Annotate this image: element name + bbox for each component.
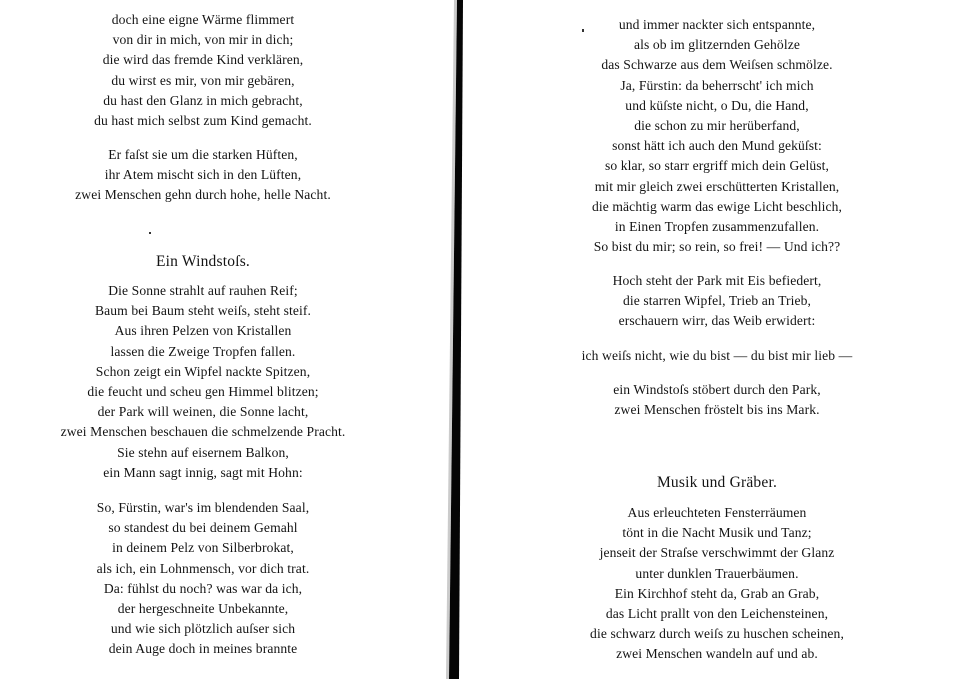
verse-line: zwei Menschen gehn durch hohe, helle Nacht. bbox=[75, 187, 331, 203]
stanza-right-1 bbox=[517, 15, 917, 257]
verse-line: zwei Menschen wandeln auf und ab. bbox=[616, 646, 818, 662]
right-page bbox=[462, 0, 960, 679]
verse-line: das Schwarze aus dem Weiſsen schmölze. bbox=[601, 57, 833, 73]
verse-line: Schon zeigt ein Wipfel nackte Spitzen, bbox=[95, 363, 311, 379]
verse-line: Baum bei Baum steht weiſs, steht steif. bbox=[94, 303, 312, 319]
verse-line: und küſste nicht, o Du, die Hand, bbox=[625, 97, 809, 113]
verse-line: Da: fühlst du noch? was war da ich, bbox=[103, 580, 303, 596]
verse-line: lassen die Zweige Tropfen fallen. bbox=[110, 343, 296, 359]
verse-line: Aus erleuchteten Fensterräumen bbox=[627, 505, 807, 520]
stanza-right-2 bbox=[517, 271, 917, 332]
verse-line: und immer nackter sich entspannte, bbox=[618, 17, 816, 32]
verse-line: zwei Menschen beschauen die schmelzende Pracht. bbox=[60, 424, 346, 440]
verse-line: der hergeschneite Unbekannte, bbox=[117, 601, 289, 617]
verse-line: die starren Wipfel, Trieb an Trieb, bbox=[622, 293, 812, 309]
verse-line: ein Windstoſs stöbert durch den Park, bbox=[613, 382, 821, 397]
verse-line: dein Auge doch in meines brannte bbox=[108, 641, 298, 657]
verse-line: Ein Kirchhof steht da, Grab an Grab, bbox=[614, 585, 820, 601]
verse-line: tönt in die Nacht Musik und Tanz; bbox=[622, 525, 812, 541]
stanza-right-3 bbox=[517, 346, 917, 366]
verse-line: ihr Atem mischt sich in den Lüften, bbox=[104, 167, 302, 183]
verse-line: die feucht und scheu gen Himmel blitzen; bbox=[87, 384, 319, 400]
verse-line: Er faſst sie um die starken Hüften, bbox=[108, 147, 298, 162]
verse-line: die mächtig warm das ewige Licht beschlich, bbox=[591, 198, 843, 214]
verse-line: zwei Menschen fröstelt bis ins Mark. bbox=[614, 402, 820, 418]
stanza-right-4 bbox=[517, 380, 917, 420]
verse-line: du hast den Glanz in mich gebracht, bbox=[103, 92, 303, 108]
verse-line: du wirst es mir, von mir gebären, bbox=[111, 72, 295, 88]
verse-line: Ja, Fürstin: da beherrscht' ich mich bbox=[620, 77, 814, 93]
verse-line: die schwarz durch weiſs zu huschen scheinen, bbox=[590, 626, 844, 642]
verse-line: in deinem Pelz von Silberbrokat, bbox=[112, 540, 294, 556]
verse-line: Aus ihren Pelzen von Kristallen bbox=[114, 323, 292, 339]
stanza-left-1 bbox=[3, 10, 403, 131]
verse-line: ein Mann sagt innig, sagt mit Hohn: bbox=[103, 464, 303, 480]
verse-line: So bist du mir; so rein, so frei! — Und ich?? bbox=[593, 239, 841, 255]
verse-line: die wird das fremde Kind verklären, bbox=[102, 52, 304, 68]
stanza-left-3 bbox=[3, 281, 403, 483]
verse-line: ich weiſs nicht, wie du bist — du bist mir lieb — bbox=[581, 348, 853, 363]
verse-line: Sie stehn auf eisernem Balkon, bbox=[117, 444, 289, 460]
verse-line: sonst hätt ich auch den Mund geküſst: bbox=[612, 138, 822, 154]
verse-line: so standest du bei deinem Gemahl bbox=[108, 520, 298, 536]
stanza-right-5 bbox=[517, 503, 917, 665]
verse-line: als ich, ein Lohnmensch, vor dich trat. bbox=[96, 560, 310, 576]
verse-line: So, Fürstin, war's im blendenden Saal, bbox=[96, 500, 310, 515]
verse-line: Hoch steht der Park mit Eis befiedert, bbox=[612, 273, 822, 288]
verse-line: unter dunklen Trauerbäumen. bbox=[635, 565, 799, 581]
verse-line: Die Sonne strahlt auf rauhen Reif; bbox=[108, 283, 298, 298]
verse-line: von dir in mich, von mir in dich; bbox=[112, 32, 294, 48]
ink-speck bbox=[149, 232, 151, 234]
verse-line: jenseit der Straſse verschwimmt der Glanz bbox=[599, 545, 835, 561]
verse-line: mit mir gleich zwei erschütterten Kristallen, bbox=[594, 178, 840, 194]
verse-line: in Einen Tropfen zusammenzufallen. bbox=[614, 219, 820, 235]
left-page bbox=[0, 0, 452, 679]
verse-line: als ob im glitzernden Gehölze bbox=[634, 37, 800, 53]
verse-line: der Park will weinen, die Sonne lacht, bbox=[97, 404, 309, 420]
verse-line: die schon zu mir herüberfand, bbox=[634, 118, 800, 134]
poem-title-ein-windstoss: Ein Windstoſs. bbox=[155, 253, 251, 270]
verse-line: das Licht prallt von den Leichensteinen, bbox=[605, 606, 829, 622]
stanza-left-4 bbox=[3, 498, 403, 660]
verse-line: du hast mich selbst zum Kind gemacht. bbox=[94, 113, 312, 129]
verse-line: doch eine eigne Wärme flimmert bbox=[111, 12, 295, 27]
verse-line: so klar, so starr ergriff mich dein Gelüst, bbox=[604, 158, 830, 174]
verse-line: und wie sich plötzlich auſser sich bbox=[110, 621, 296, 637]
verse-line: erschauern wirr, das Weib erwidert: bbox=[618, 313, 816, 329]
stanza-left-2 bbox=[3, 145, 403, 206]
poem-title-musik-und-graeber: Musik und Gräber. bbox=[656, 474, 778, 491]
